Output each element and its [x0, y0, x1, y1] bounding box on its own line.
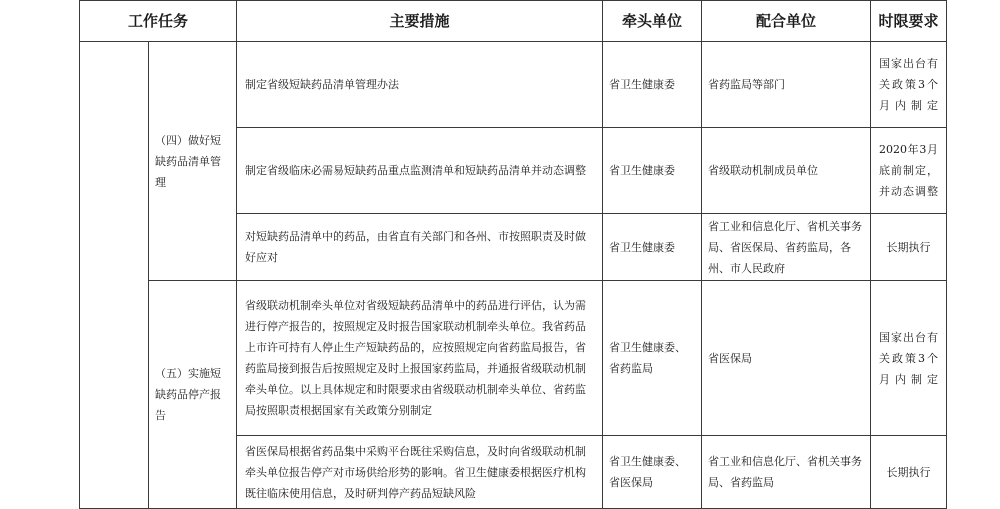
- task-group-5: （五）实施短缺药品停产报告: [149, 281, 237, 509]
- time-limit-cell: 长期执行: [871, 436, 947, 509]
- measure-cell: 制定省级临床必需易短缺药品重点监测清单和短缺药品清单并动态调整: [237, 128, 603, 214]
- header-time-limit: 时限要求: [871, 1, 947, 42]
- lead-unit-cell: 省卫生健康委: [603, 214, 702, 281]
- measure-cell: 制定省级短缺药品清单管理办法: [237, 42, 603, 128]
- coop-unit-cell: 省级联动机制成员单位: [702, 128, 871, 214]
- lead-unit-cell: 省卫生健康委、省药监局: [603, 281, 702, 436]
- task-group-4: （四）做好短缺药品清单管理: [149, 42, 237, 281]
- time-limit-cell: 国家出台有关政策3个月内制定: [871, 42, 947, 128]
- lead-unit-cell: 省卫生健康委、省医保局: [603, 436, 702, 509]
- coop-unit-cell: 省工业和信息化厅、省机关事务局、省医保局、省药监局，各州、市人民政府: [702, 214, 871, 281]
- lead-unit-cell: 省卫生健康委: [603, 128, 702, 214]
- time-limit-cell: 长期执行: [871, 214, 947, 281]
- table-row: [80, 281, 947, 436]
- measure-cell: 省级联动机制牵头单位对省级短缺药品清单中的药品进行评估，认为需进行停产报告的，按照规定及时报告国家联动机制牵头单位。我省药品上市许可持有人停止生产短缺药品的，应按照规定向省药监局报告，省药监局接到报告后按照规定及时上报国家药监局，并通报省级联动机制牵头单位。以上具体规定和时限要求由省级联动机制牵头单位、省药监局按照职责根据国家有关政策分别制定: [237, 281, 603, 436]
- coop-unit-cell: 省医保局: [702, 281, 871, 436]
- coop-unit-cell: 省药监局等部门: [702, 42, 871, 128]
- outer-blank-cell: [80, 42, 149, 509]
- table-row: [80, 42, 947, 128]
- header-coop-unit: 配合单位: [702, 1, 871, 42]
- measure-cell: 对短缺药品清单中的药品，由省直有关部门和各州、市按照职责及时做好应对: [237, 214, 603, 281]
- header-measure: 主要措施: [237, 1, 603, 42]
- lead-unit-cell: 省卫生健康委: [603, 42, 702, 128]
- header-task: 工作任务: [80, 1, 237, 42]
- header-lead-unit: 牵头单位: [603, 1, 702, 42]
- header-row: [80, 1, 947, 42]
- measure-cell: 省医保局根据省药品集中采购平台既往采购信息，及时向省级联动机制牵头单位报告停产对市场供给形势的影响。省卫生健康委根据医疗机构既往临床使用信息，及时研判停产药品短缺风险: [237, 436, 603, 509]
- coop-unit-cell: 省工业和信息化厅、省机关事务局、省药监局: [702, 436, 871, 509]
- time-limit-cell: 2020年3月底前制定，并动态调整: [871, 128, 947, 214]
- measures-table: [79, 0, 947, 509]
- time-limit-cell: 国家出台有关政策3个月内制定: [871, 281, 947, 436]
